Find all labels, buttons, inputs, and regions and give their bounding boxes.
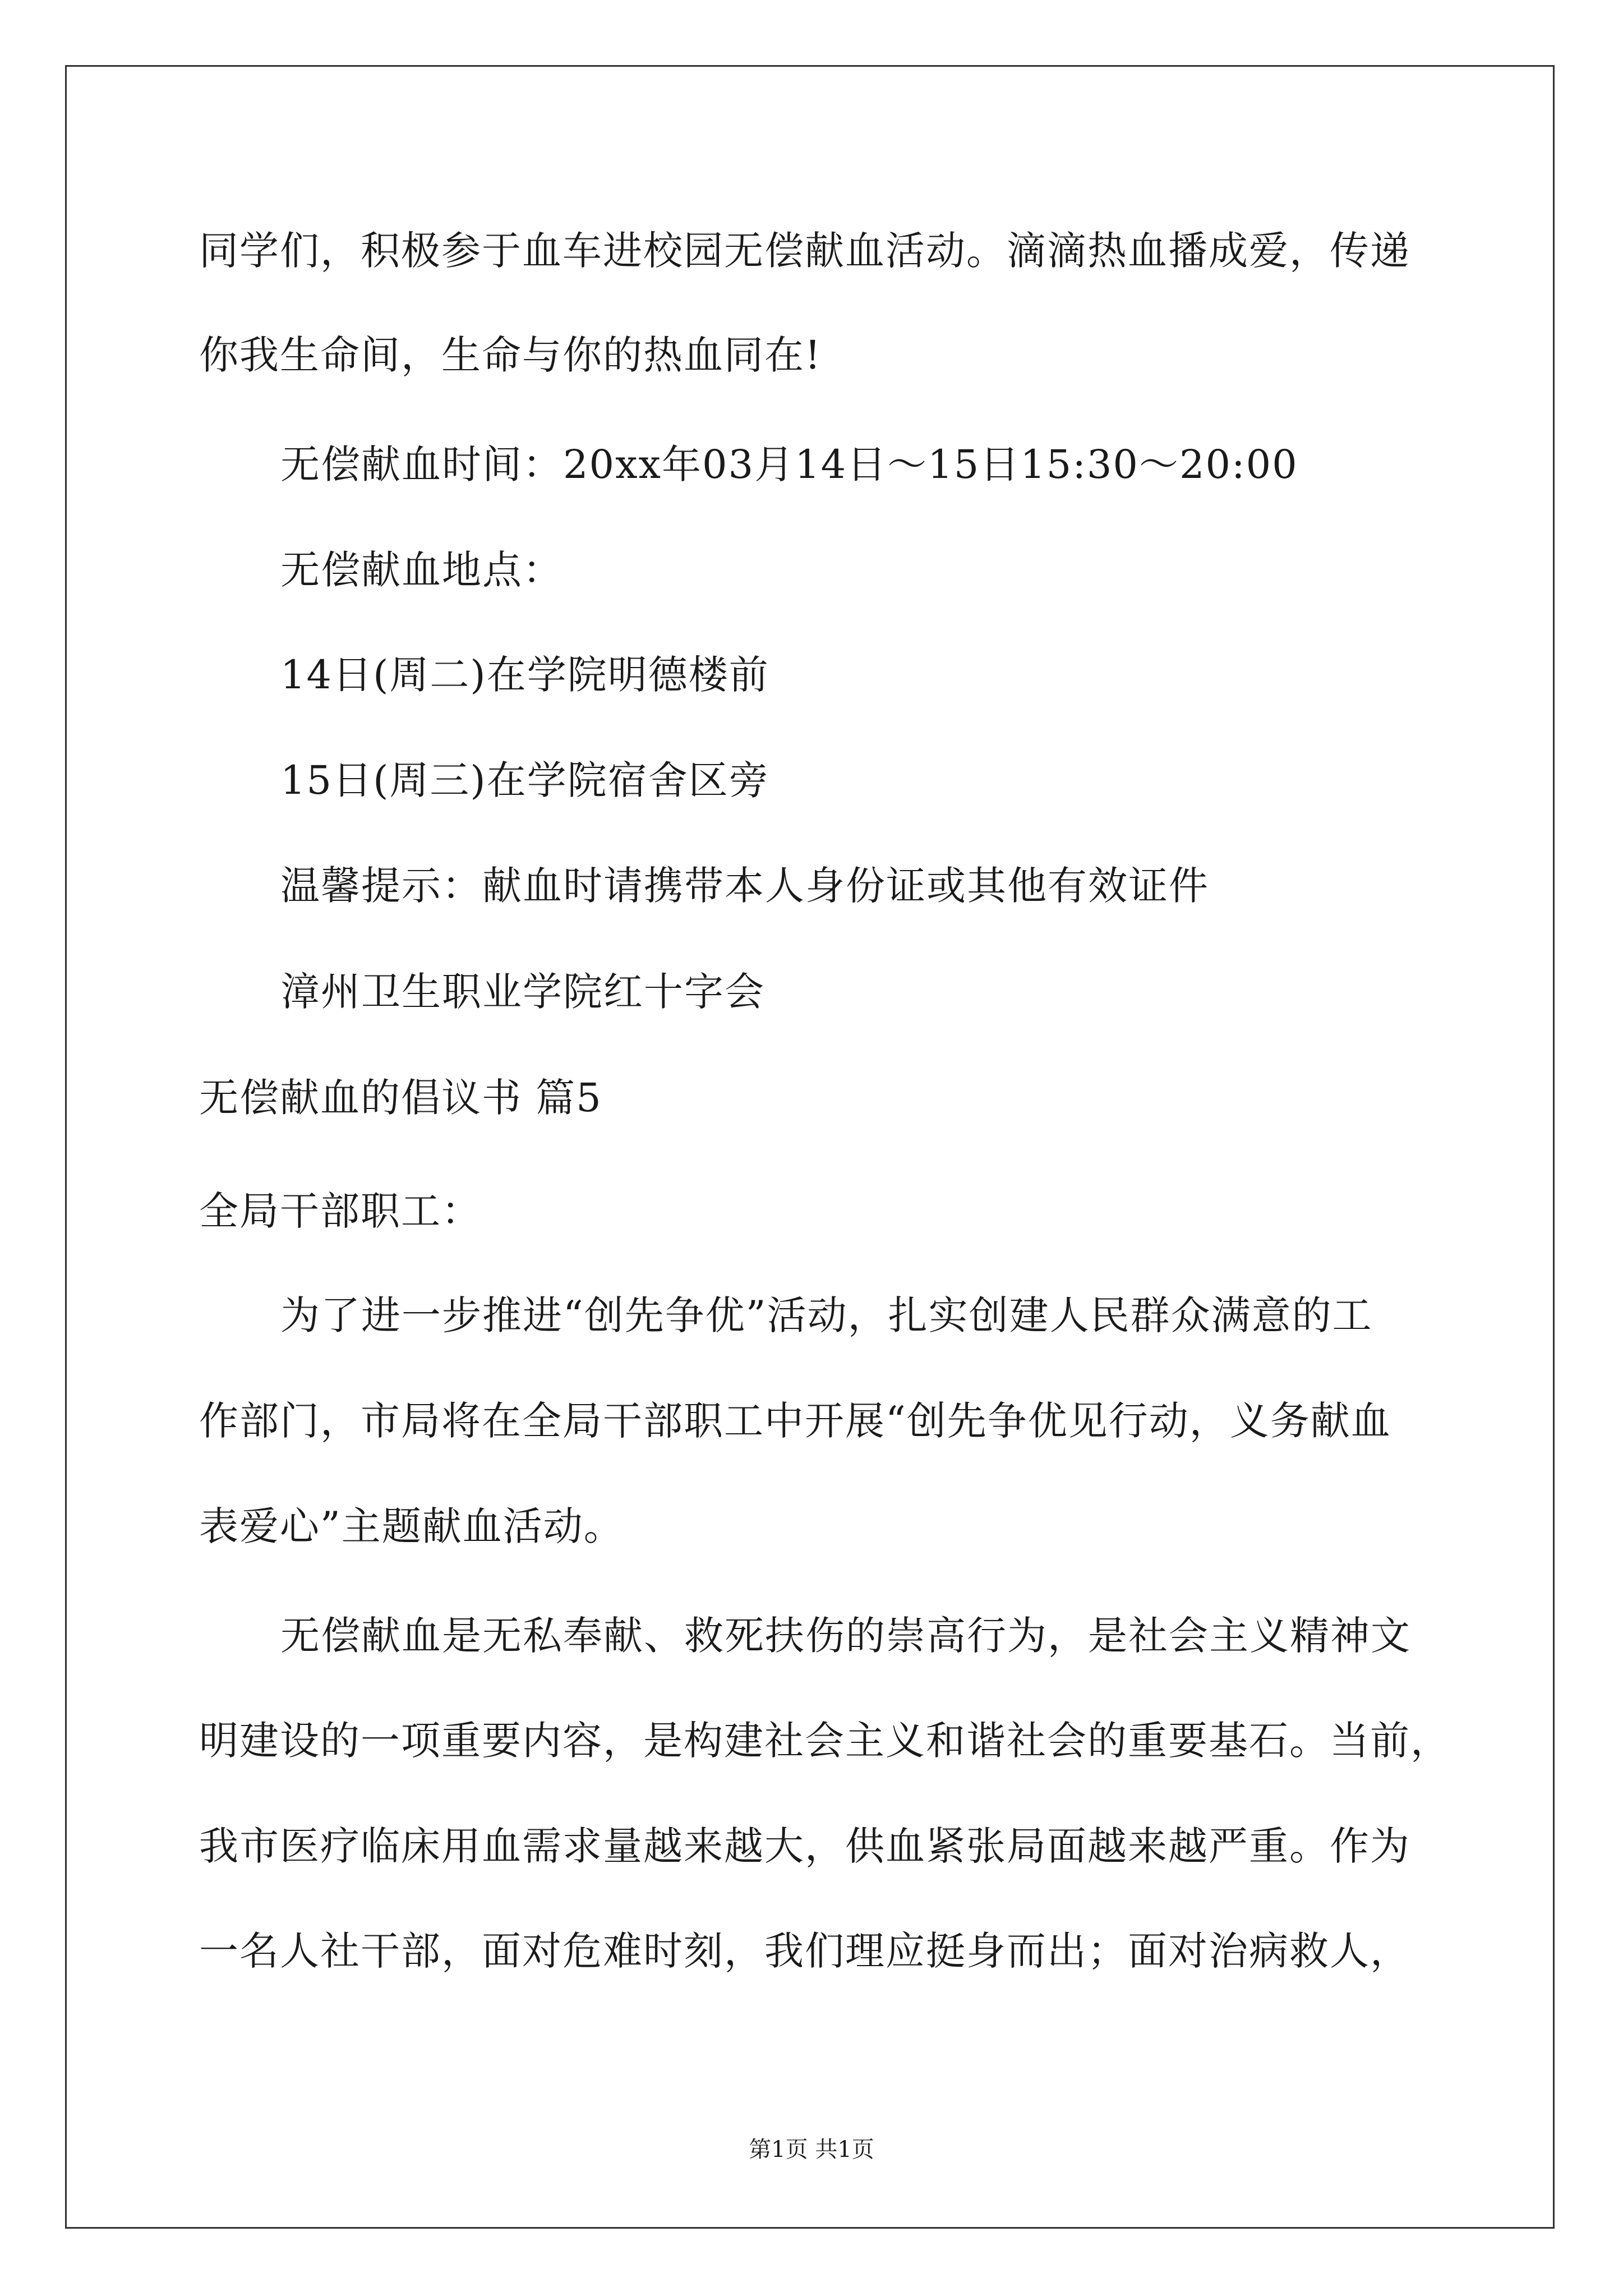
text-line: 明建设的一项重要内容，是构建社会主义和谐社会的重要基石。当前， [199, 1718, 1451, 1764]
salutation: 全局干部职工： [199, 1188, 482, 1234]
text-line: 你我生命间，生命与你的热血同在! [199, 332, 822, 378]
page-border [65, 65, 1555, 2229]
text-line: 一名人社干部，面对危难时刻，我们理应挺身而出；面对治病救人， [199, 1928, 1410, 1974]
text-line: 我市医疗临床用血需求量越来越大，供血紧张局面越来越严重。作为 [199, 1823, 1410, 1869]
text-line: 作部门，市局将在全局干部职工中开展“创先争优见行动，义务献血 [199, 1398, 1391, 1444]
page-footer: 第1页 共1页 [749, 2137, 874, 2162]
section-heading: 无偿献血的倡议书 篇5 [199, 1075, 602, 1121]
text-line: 同学们，积极参于血车进校园无偿献血活动。滴滴热血播成爱，传递 [199, 228, 1410, 274]
text-line: 无偿献血地点： [280, 547, 563, 593]
text-line: 温馨提示：献血时请携带本人身份证或其他有效证件 [280, 863, 1209, 909]
text-line: 表爱心”主题献血活动。 [199, 1503, 624, 1549]
text-line: 15日(周三)在学院宿舍区旁 [280, 757, 769, 803]
text-line: 漳州卫生职业学院红十字会 [280, 969, 765, 1015]
text-line: 为了进一步推进“创先争优”活动，扎实创建人民群众满意的工 [280, 1292, 1373, 1338]
text-line: 无偿献血时间：20xx年03月14日～15日15:30～20:00 [280, 441, 1298, 487]
text-line: 无偿献血是无私奉献、救死扶伤的崇高行为，是社会主义精神文 [280, 1613, 1411, 1659]
text-line: 14日(周二)在学院明德楼前 [280, 652, 769, 698]
